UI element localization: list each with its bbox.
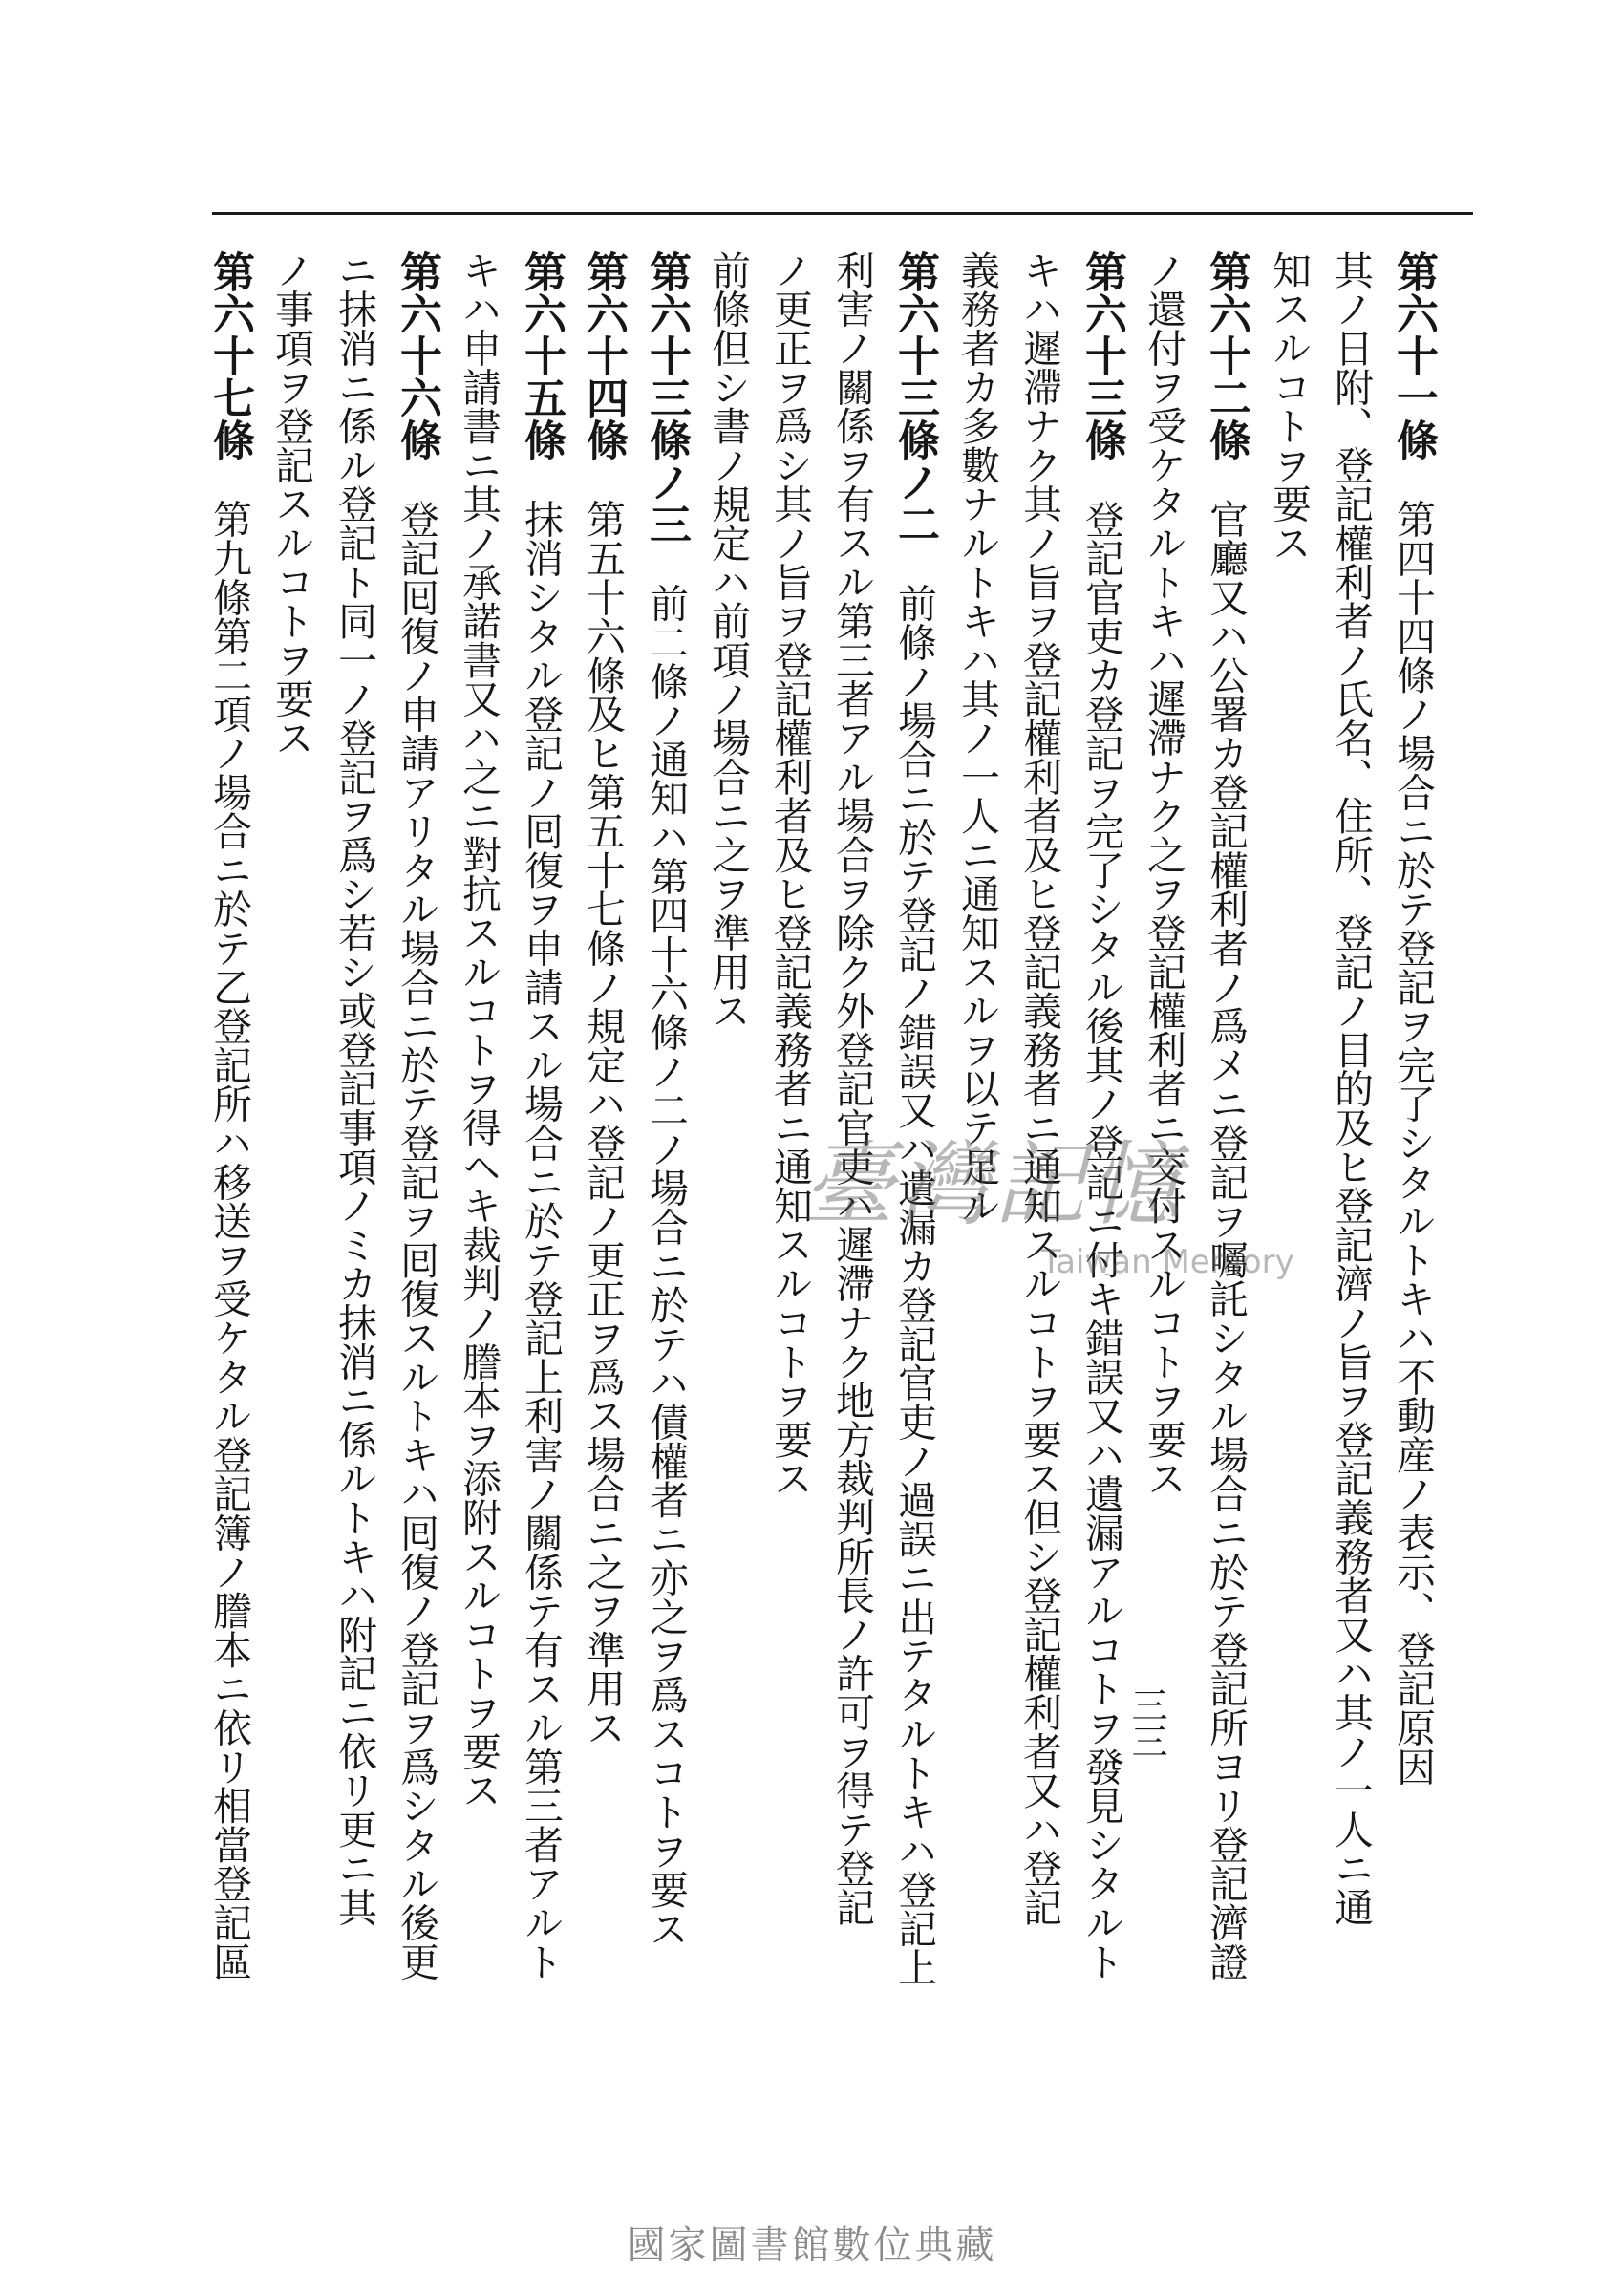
article-text: 第五十六條及ヒ第五十七條ノ規定ハ登記ノ更正ヲ爲ス場合ニ之ヲ準用ス bbox=[580, 461, 626, 1747]
text-column bbox=[577, 250, 629, 1747]
text-column bbox=[1325, 250, 1377, 1926]
article-heading: 第六十五條 bbox=[517, 250, 566, 461]
article-text: 登記囘復ノ申請アリタル場合ニ於テ登記ヲ囘復スルトキハ囘復ノ登記ヲ爲シタル後更 bbox=[394, 461, 439, 1982]
text-column bbox=[888, 250, 940, 1987]
page-number: 三三 bbox=[1125, 1686, 1167, 1759]
text-column bbox=[702, 250, 754, 1030]
article-heading: 第六十四條 bbox=[579, 250, 628, 461]
article-text: 義務者カ多數ナルトキハ其ノ一人ニ通知スルヲ以テ足ル bbox=[954, 250, 1000, 1225]
text-column bbox=[453, 250, 504, 1810]
text-column bbox=[640, 250, 692, 1948]
article-text: キハ遲滯ナク其ノ旨ヲ登記權利者及ヒ登記義務者ニ通知スルコトヲ要ス但シ登記權利者又ハ登記 bbox=[1016, 250, 1062, 1927]
watermark-chinese: 臺灣記憶 bbox=[802, 1131, 1185, 1238]
article-heading: 第六十三條ノ二 bbox=[890, 250, 939, 545]
article-heading: 第六十三條ノ三 bbox=[642, 250, 691, 545]
text-column bbox=[1387, 250, 1439, 1786]
text-column bbox=[764, 250, 816, 1498]
text-column bbox=[1014, 250, 1065, 1926]
article-text: キハ申請書ニ其ノ承諾書又ハ之ニ對抗スルコトヲ得ヘキ裁判ノ謄本ヲ添附スルコトヲ要ス bbox=[456, 250, 502, 1810]
article-text: ノ還付ヲ受ケタルトキハ遲滯ナク之ヲ登記權利者ニ交付スルコトヲ要ス bbox=[1141, 250, 1186, 1498]
article-text: 第四十四條ノ場合ニ於テ登記ヲ完了シタルトキハ不動産ノ表示、登記原因 bbox=[1390, 461, 1436, 1787]
text-column bbox=[1138, 250, 1189, 1498]
article-text: 官廳又ハ公署カ登記權利者ノ爲メニ登記ヲ囑託シタル場合ニ於テ登記所ヨリ登記濟證 bbox=[1203, 461, 1249, 1982]
header-rule bbox=[212, 212, 1473, 215]
article-heading: 第六十七條 bbox=[205, 250, 254, 461]
article-heading: 第六十二條 bbox=[1202, 250, 1250, 461]
watermark-english: Taiwan Memory bbox=[1041, 1243, 1294, 1281]
article-text: 抹消シタル登記ノ囘復ヲ申請スル場合ニ於テ登記上利害ノ關係テ有スル第三者アルト bbox=[518, 461, 564, 1982]
article-text: 登記官吏カ登記ヲ完了シタル後其ノ登記ニ付キ錯誤又ハ遺漏アルコトヲ發見シタルト bbox=[1079, 461, 1124, 1982]
article-text: 前二條ノ通知ハ第四十六條ノ二ノ場合ニ於テハ債權者ニ亦之ヲ爲スコトヲ要ス bbox=[643, 545, 689, 1948]
article-text: ノ更正ヲ爲シ其ノ旨ヲ登記權利者及ヒ登記義務者ニ通知スルコトヲ要ス bbox=[767, 250, 813, 1498]
text-column bbox=[826, 250, 878, 1926]
article-heading: 第六十三條 bbox=[1078, 250, 1126, 461]
text-column bbox=[1076, 250, 1127, 1981]
article-heading: 第六十一條 bbox=[1389, 250, 1438, 461]
text-column bbox=[515, 250, 566, 1981]
article-text: 前條但シ書ノ規定ハ前項ノ場合ニ之ヲ準用ス bbox=[705, 250, 751, 1030]
article-text: 利害ノ關係ヲ有スル第三者アル場合ヲ除ク外登記官吏ハ遲滯ナク地方裁判所長ノ許可ヲ得テ登記 bbox=[829, 250, 875, 1927]
text-column bbox=[951, 250, 1003, 1225]
article-text: 第九條第二項ノ場合ニ於テ乙登記所ハ移送ヲ受ケタル登記簿ノ謄本ニ依リ相當登記區 bbox=[206, 461, 252, 1982]
article-text: 其ノ日附、登記權利者ノ氏名、住所、登記ノ目的及ヒ登記濟ノ旨ヲ登記義務者又ハ其ノ一人ニ通 bbox=[1328, 250, 1374, 1927]
text-column bbox=[266, 250, 317, 757]
article-text: 前條ノ場合ニ於テ登記ノ錯誤又ハ遺漏カ登記官吏ノ過誤ニ出テタルトキハ登記上 bbox=[891, 545, 937, 1987]
text-column bbox=[1263, 250, 1314, 562]
text-column bbox=[203, 250, 255, 1981]
article-text: 知スルコトヲ要ス bbox=[1266, 250, 1312, 563]
article-text: ノ事項ヲ登記スルコトヲ要ス bbox=[268, 250, 314, 758]
article-text: ニ抹消ニ係ル登記ト同一ノ登記ヲ爲シ若シ或登記事項ノミカ抹消ニ係ルトキハ附記ニ依リ更ニ其 bbox=[331, 250, 377, 1927]
footer-credit: 國家圖書館數位典藏 bbox=[627, 2223, 997, 2267]
text-column bbox=[329, 250, 380, 1926]
article-heading: 第六十六條 bbox=[393, 250, 441, 461]
text-column bbox=[1200, 250, 1251, 1981]
text-column bbox=[391, 250, 442, 1981]
